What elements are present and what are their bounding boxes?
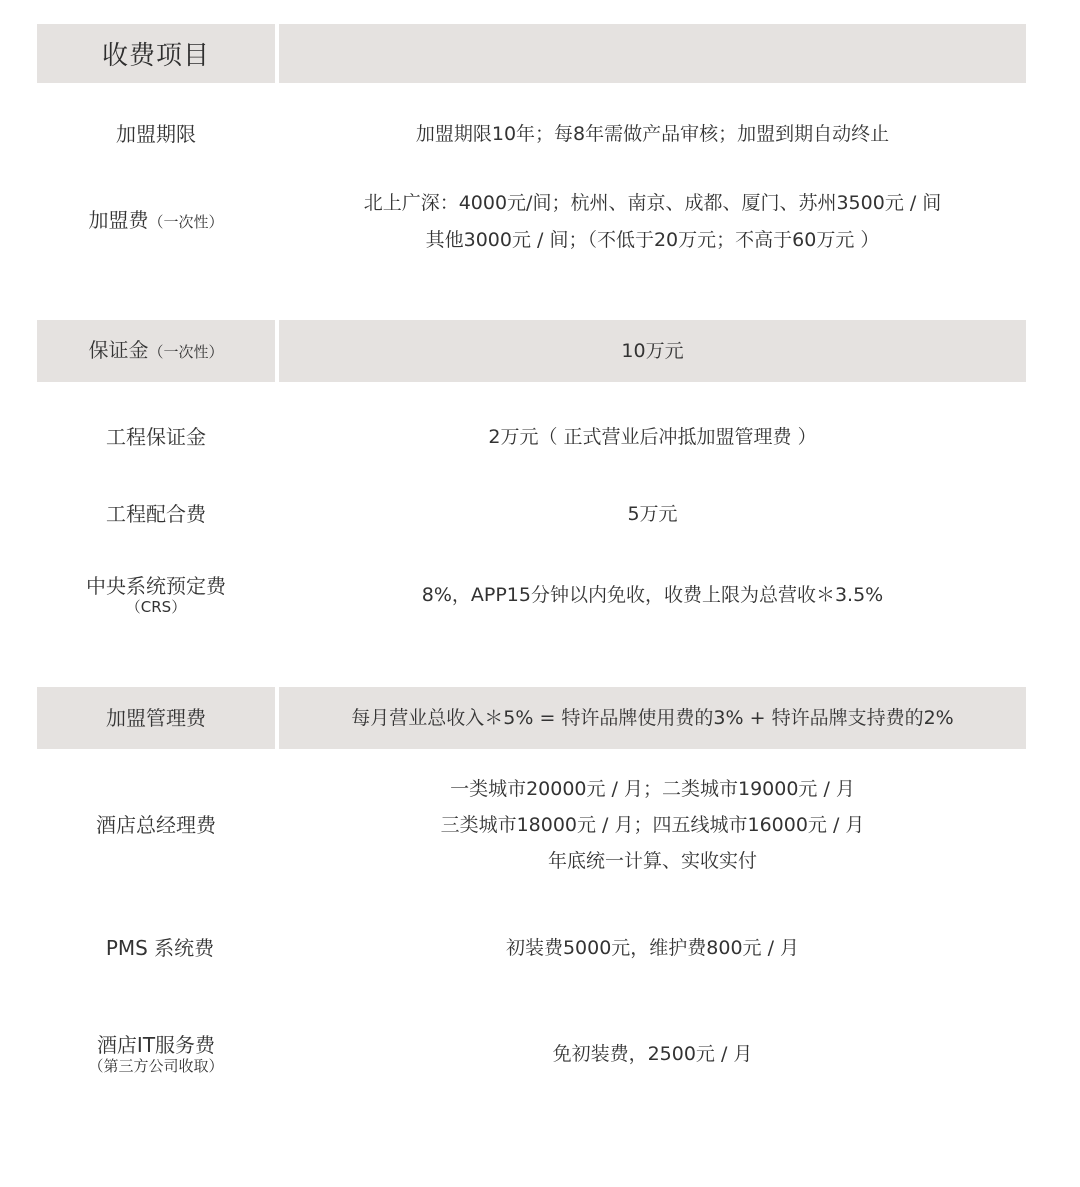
- fee-value-line: 初装费5000元，维护费800元 / 月: [505, 937, 800, 959]
- fee-value-line: 加盟期限10年；每8年需做产品审核；加盟到期自动终止: [415, 123, 890, 145]
- fee-value-cell: [279, 178, 1026, 264]
- fee-value-line: 一类城市20000元 / 月；二类城市19000元 / 月: [450, 778, 855, 800]
- fee-label-cell: [37, 489, 275, 539]
- header-label-cell: [37, 24, 275, 83]
- fee-value-cell: [279, 564, 1026, 626]
- fee-label: 酒店IT服务费: [96, 1033, 216, 1057]
- fee-label: PMS 系统费: [105, 936, 215, 960]
- fee-label-text: 加盟费: [88, 208, 149, 232]
- fee-value-cell: [279, 1022, 1026, 1086]
- fee-label: 工程保证金: [106, 425, 206, 449]
- fee-label-sub: （第三方公司收取）: [88, 1057, 224, 1075]
- fee-value-cell: [279, 922, 1026, 974]
- fee-value-cell: [279, 687, 1026, 749]
- fee-row-pms: [37, 922, 1026, 974]
- fee-value-cell: [279, 770, 1026, 880]
- fee-label: [88, 208, 223, 234]
- fee-label: 加盟管理费: [106, 706, 206, 730]
- fee-row-general-manager: [37, 770, 1026, 880]
- fee-label-cell: [37, 922, 275, 974]
- fee-row-management: [37, 687, 1026, 749]
- fee-value-line: 三类城市18000元 / 月；四五线城市16000元 / 月: [440, 814, 865, 836]
- fee-row-term: [37, 108, 1026, 160]
- fee-value-cell: [279, 108, 1026, 160]
- fee-row-franchise-fee: [37, 178, 1026, 264]
- table-header-row: [37, 24, 1026, 83]
- fee-value-line: 免初装费，2500元 / 月: [552, 1043, 753, 1065]
- fee-label: 加盟期限: [116, 122, 196, 146]
- table-header-title: 收费项目: [101, 41, 210, 71]
- fee-label-text: 保证金: [88, 338, 149, 362]
- fee-row-crs: [37, 564, 1026, 626]
- fee-value-cell: [279, 412, 1026, 462]
- fee-value-cell: [279, 489, 1026, 539]
- fee-label-cell: [37, 687, 275, 749]
- fee-value-cell: [279, 320, 1026, 382]
- fee-label-cell: [37, 564, 275, 626]
- fee-value-line: 8%，APP15分钟以内免收，收费上限为总营收＊3.5%: [421, 584, 884, 606]
- fee-label-cell: [37, 108, 275, 160]
- fee-row-construction-coordination: [37, 489, 1026, 539]
- fee-value-line: 10万元: [621, 340, 684, 362]
- fee-value-line: 2万元（ 正式营业后冲抵加盟管理费 ）: [488, 426, 817, 448]
- fee-label-cell: [37, 320, 275, 382]
- header-value-cell: [279, 24, 1026, 83]
- fee-label-cell: [37, 178, 275, 264]
- fee-label-cell: [37, 770, 275, 880]
- fee-value-line: 北上广深：4000元/间；杭州、南京、成都、厦门、苏州3500元 / 间: [363, 191, 942, 214]
- fee-value-line: 其他3000元 / 间；（不低于20万元；不高于60万元 ）: [425, 228, 880, 251]
- fee-value-line: 每月营业总收入＊5% = 特许品牌使用费的3% + 特许品牌支持费的2%: [351, 707, 954, 729]
- fee-label-note: （一次性）: [148, 343, 224, 361]
- fee-row-it-service: [37, 1022, 1026, 1086]
- fee-label-cell: [37, 412, 275, 462]
- fee-label-cell: [37, 1022, 275, 1086]
- fee-label-sub: （CRS）: [125, 598, 187, 616]
- fee-label: 中央系统预定费: [86, 574, 226, 598]
- fee-row-deposit: [37, 320, 1026, 382]
- fee-value-line: 5万元: [627, 503, 678, 525]
- fee-label: 酒店总经理费: [96, 813, 216, 837]
- fee-label: 工程配合费: [106, 502, 206, 526]
- fee-label: [88, 338, 223, 364]
- fee-value-line: 年底统一计算、实收实付: [547, 850, 757, 872]
- fee-row-construction-deposit: [37, 412, 1026, 462]
- fee-label-note: （一次性）: [148, 213, 224, 231]
